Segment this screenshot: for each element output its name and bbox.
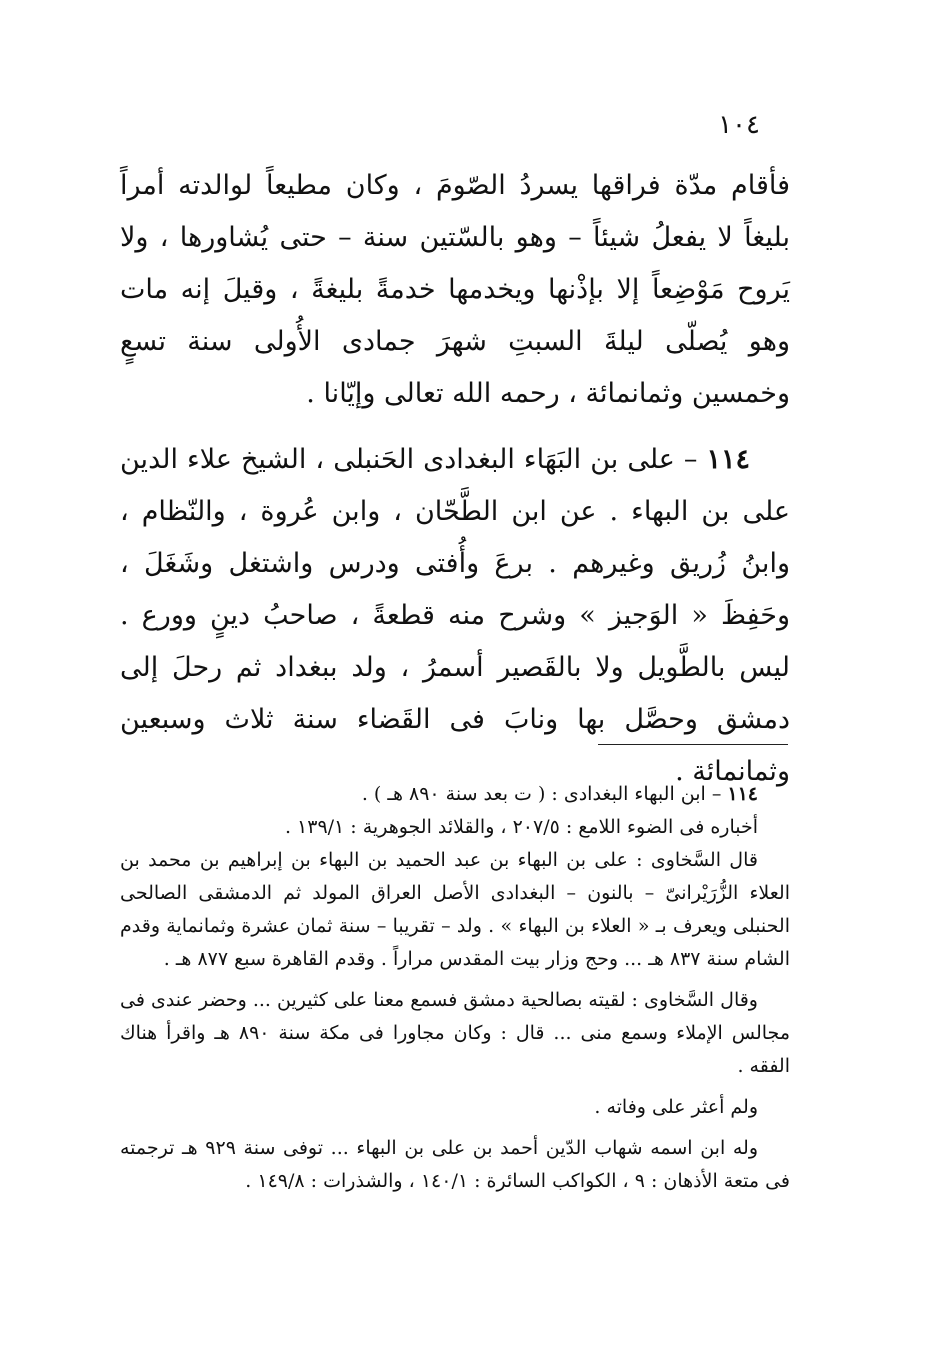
- footnote-114-heading: [120, 778, 790, 811]
- biography-continuation-paragraph: فأقام مدّة فراقها يسردُ الصّومَ ، وكان مطيعاً لوالدته أمراً بليغاً لا يفعلُ شيئاً – وهو بالسّتين سنة – حتى يُشاورها ، ولا يَروح مَوْضِعاً إلا بإذْنها ويخدمها خدمةً بليغةً ، وقيلَ إنه مات وهو يُصلّى ليلةَ السبتِ شهرَ جمادى الأُولى سنة تسعٍ وخمسين وثمانمائة ، رحمه الله تعالى وإيّانا .: [120, 170, 790, 409]
- footnote-sources: أخباره فى الضوء اللامع : ٢٠٧/٥ ، والقلائد الجوهرية : ١٣٩/١ .: [284, 816, 758, 838]
- footnote-sakhawi-quote-1: قال السَّخاوى : على بن البهاء بن عبد الحميد بن البهاء بن إبراهيم بن محمد بن العلاء الزُّرَيْرانىّ – بالنون – البغدادى الأصل العراق المولد ثم الدمشقى الصالحى الحنبلى ويعرف بـ « العلاء بن البهاء » . ولد – تقريبا – سنة ثمان عشرة وثمانماية وقدم الشام سنة ٨٣٧ هـ ... وحج وزار بيت المقدس مراراً . وقدم القاهرة سبع ٨٧٧ هـ .: [120, 849, 790, 970]
- footnote-no-death-date: ولم أعثر على وفاته .: [594, 1096, 758, 1118]
- footnote-separator: [598, 744, 788, 745]
- page-number: ١٠٤: [718, 110, 760, 140]
- footnote-sakhawi-quote-2: وقال السَّخاوى : لقيته بصالحية دمشق فسمع معنا على كثيرين ... وحضر عندى فى مجالس الإملاء وسمع منى ... قال : وكان مجاورا فى مكة سنة ٨٩٠ هـ واقرأ هناك الفقه .: [120, 989, 790, 1077]
- entry-114-number: ١١٤: [706, 444, 750, 475]
- main-text: [120, 160, 790, 798]
- footnote-114-heading-text: – ابن البهاء البغدادى : ( ت بعد سنة ٨٩٠ هـ ) .: [361, 783, 728, 805]
- footnote-son-note: وله ابن اسمه شهاب الدّين أحمد بن على بن البهاء ... توفى سنة ٩٢٩ هـ ترجمته فى متعة الأذهان : ٩ ، الكواكب السائرة : ١٤٠/١ ، والشذرات : ١٤٩/٨ .: [120, 1137, 790, 1192]
- entry-114-text: – على بن البَهَاء البغدادى الحَنبلى ، الشيخ علاء الدين على بن البهاء . عن ابن الطَّحّان ، وابن عُروة ، والنّظام ، وابنُ زُريق وغيرهم . برعَ وأُفتى ودرس واشتغل وشَغَلَ ، وحَفِظَ « الوَجيز » وشرح منه قطعةً ، صاحبُ دينٍ وورع . ليس بالطَّويل ولا بالقَصير أسمرُ ، ولد ببغداد ثم رحلَ إلى دمشق وحصَّل بها ونابَ فى القَضاء سنة ثلاث وسبعين وثمانمائة .: [120, 444, 790, 787]
- footnote-114-number: ١١٤: [727, 783, 758, 805]
- footnotes: [120, 778, 790, 1198]
